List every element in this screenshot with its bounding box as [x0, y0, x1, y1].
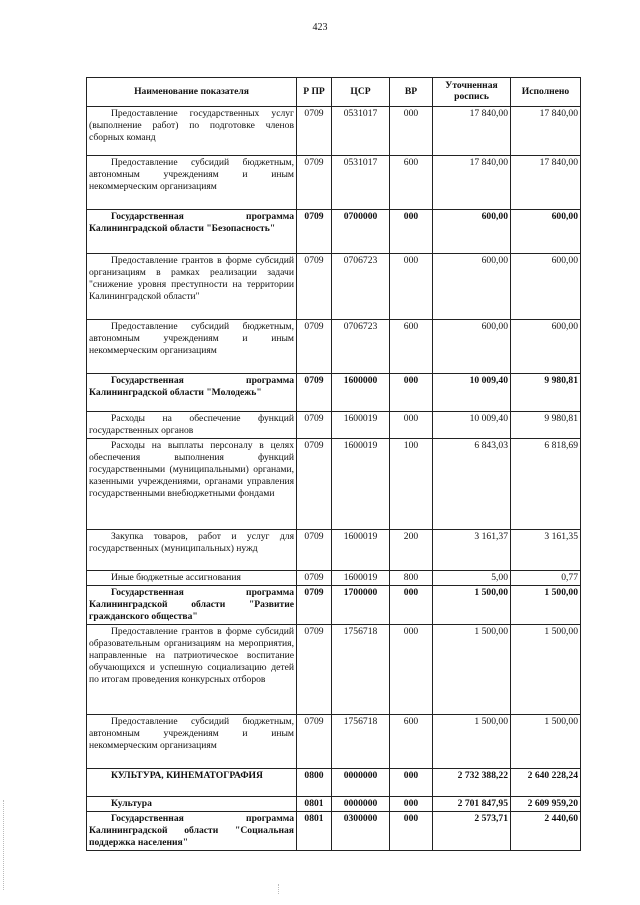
row-vr: 000 — [390, 412, 433, 439]
table-row — [87, 374, 581, 412]
row-vr: 100 — [390, 438, 433, 529]
row-done: 1 500,00 — [511, 624, 581, 714]
row-vr: 000 — [390, 210, 433, 254]
row-done: 600,00 — [511, 320, 581, 374]
table-row — [87, 254, 581, 320]
row-name: Предоставление субсидий бюджетным, автономным учреждениям и иным некоммерческим организациям — [87, 320, 297, 374]
row-plan: 5,00 — [433, 570, 511, 585]
row-vr: 000 — [390, 107, 433, 156]
header-name: Наименование показателя — [87, 78, 297, 107]
row-rpr: 0800 — [297, 768, 332, 796]
row-done: 600,00 — [511, 210, 581, 254]
row-csr: 0706723 — [332, 320, 390, 374]
row-csr: 0700000 — [332, 210, 390, 254]
row-name: Культура — [87, 796, 297, 811]
row-vr: 000 — [390, 624, 433, 714]
row-rpr: 0709 — [297, 320, 332, 374]
row-done: 0,77 — [511, 570, 581, 585]
row-name: Предоставление грантов в форме субсидий образовательным организациям на мероприятия, направленные на патриотическое воспитание обучающихся и успешную социализацию детей по итогам проведения конкурсных отборов — [87, 624, 297, 714]
row-vr: 000 — [390, 796, 433, 811]
scan-margin-mark — [3, 800, 7, 890]
row-vr: 000 — [390, 811, 433, 850]
row-done: 17 840,00 — [511, 107, 581, 156]
row-name: Иные бюджетные ассигнования — [87, 570, 297, 585]
row-plan: 17 840,00 — [433, 156, 511, 210]
row-csr: 0706723 — [332, 254, 390, 320]
row-vr: 600 — [390, 320, 433, 374]
row-done: 600,00 — [511, 254, 581, 320]
header-plan: Уточненная роспись — [433, 78, 511, 107]
row-csr: 1600019 — [332, 412, 390, 439]
row-vr: 000 — [390, 374, 433, 412]
row-plan: 2 732 388,22 — [433, 768, 511, 796]
row-rpr: 0709 — [297, 374, 332, 412]
header-done: Исполнено — [511, 78, 581, 107]
table-row — [87, 210, 581, 254]
row-done: 6 818,69 — [511, 438, 581, 529]
row-done: 3 161,35 — [511, 529, 581, 570]
row-name: Государственная программа Калининградской области "Безопасность" — [87, 210, 297, 254]
table-row — [87, 768, 581, 796]
table-row — [87, 412, 581, 439]
row-rpr: 0709 — [297, 714, 332, 768]
row-plan: 1 500,00 — [433, 585, 511, 624]
row-plan: 3 161,37 — [433, 529, 511, 570]
row-csr: 1600019 — [332, 570, 390, 585]
row-name: Государственная программа Калининградской области "Развитие гражданского общества" — [87, 585, 297, 624]
table-row — [87, 570, 581, 585]
row-rpr: 0709 — [297, 412, 332, 439]
row-name: Закупка товаров, работ и услуг для государственных (муниципальных) нужд — [87, 529, 297, 570]
row-rpr: 0709 — [297, 529, 332, 570]
row-plan: 6 843,03 — [433, 438, 511, 529]
table-row — [87, 156, 581, 210]
row-rpr: 0709 — [297, 585, 332, 624]
row-vr: 600 — [390, 156, 433, 210]
row-rpr: 0801 — [297, 811, 332, 850]
table-row — [87, 714, 581, 768]
row-csr: 1600019 — [332, 438, 390, 529]
page-number: 423 — [312, 22, 328, 33]
row-done: 9 980,81 — [511, 412, 581, 439]
header-vr: ВР — [390, 78, 433, 107]
row-name: Предоставление государственных услуг (выполнение работ) по подготовке членов сборных команд — [87, 107, 297, 156]
row-rpr: 0709 — [297, 624, 332, 714]
row-csr: 0000000 — [332, 768, 390, 796]
table-row — [87, 796, 581, 811]
row-plan: 1 500,00 — [433, 624, 511, 714]
row-rpr: 0709 — [297, 107, 332, 156]
row-vr: 000 — [390, 768, 433, 796]
row-done: 1 500,00 — [511, 585, 581, 624]
row-name: Расходы на обеспечение функций государственных органов — [87, 412, 297, 439]
table-row — [87, 624, 581, 714]
row-name: Предоставление субсидий бюджетным, автономным учреждениям и иным некоммерческим организациям — [87, 714, 297, 768]
row-csr: 0000000 — [332, 796, 390, 811]
table-row — [87, 811, 581, 850]
table-row — [87, 585, 581, 624]
row-vr: 000 — [390, 585, 433, 624]
row-plan: 2 573,71 — [433, 811, 511, 850]
row-plan: 1 500,00 — [433, 714, 511, 768]
row-name: Предоставление субсидий бюджетным, автономным учреждениям и иным некоммерческим организациям — [87, 156, 297, 210]
row-rpr: 0709 — [297, 210, 332, 254]
row-done: 2 640 228,24 — [511, 768, 581, 796]
row-csr: 1756718 — [332, 624, 390, 714]
row-name: Государственная программа Калининградской области "Социальная поддержка населения" — [87, 811, 297, 850]
row-done: 17 840,00 — [511, 156, 581, 210]
header-rpr: Р ПР — [297, 78, 332, 107]
row-done: 1 500,00 — [511, 714, 581, 768]
row-vr: 800 — [390, 570, 433, 585]
row-rpr: 0709 — [297, 438, 332, 529]
row-csr: 1600019 — [332, 529, 390, 570]
row-rpr: 0709 — [297, 156, 332, 210]
row-plan: 17 840,00 — [433, 107, 511, 156]
row-csr: 0531017 — [332, 107, 390, 156]
row-plan: 10 009,40 — [433, 412, 511, 439]
row-vr: 600 — [390, 714, 433, 768]
row-name: Предоставление грантов в форме субсидий организациям в рамках реализации задачи "снижение уровня преступности на территории Калининградской области" — [87, 254, 297, 320]
row-name: КУЛЬТУРА, КИНЕМАТОГРАФИЯ — [87, 768, 297, 796]
row-done: 9 980,81 — [511, 374, 581, 412]
row-name: Государственная программа Калининградской области "Молодежь" — [87, 374, 297, 412]
row-rpr: 0709 — [297, 254, 332, 320]
budget-table — [86, 77, 581, 851]
row-plan: 600,00 — [433, 320, 511, 374]
row-csr: 1700000 — [332, 585, 390, 624]
table-header-row — [87, 78, 581, 107]
row-rpr: 0709 — [297, 570, 332, 585]
table-row — [87, 320, 581, 374]
row-done: 2 609 959,20 — [511, 796, 581, 811]
table-row — [87, 438, 581, 529]
row-csr: 0300000 — [332, 811, 390, 850]
row-rpr: 0801 — [297, 796, 332, 811]
row-plan: 600,00 — [433, 210, 511, 254]
row-done: 2 440,60 — [511, 811, 581, 850]
row-plan: 10 009,40 — [433, 374, 511, 412]
row-vr: 200 — [390, 529, 433, 570]
row-plan: 600,00 — [433, 254, 511, 320]
table-row — [87, 529, 581, 570]
row-csr: 0531017 — [332, 156, 390, 210]
row-vr: 000 — [390, 254, 433, 320]
row-csr: 1600000 — [332, 374, 390, 412]
table-row — [87, 107, 581, 156]
row-csr: 1756718 — [332, 714, 390, 768]
header-csr: ЦСР — [332, 78, 390, 107]
row-name: Расходы на выплаты персоналу в целях обеспечения выполнения функций государственными (муниципальными) органами, казенными учреждениями, органами управления государственными внебюджетными фондами — [87, 438, 297, 529]
scan-bottom-mark — [278, 884, 285, 894]
row-plan: 2 701 847,95 — [433, 796, 511, 811]
